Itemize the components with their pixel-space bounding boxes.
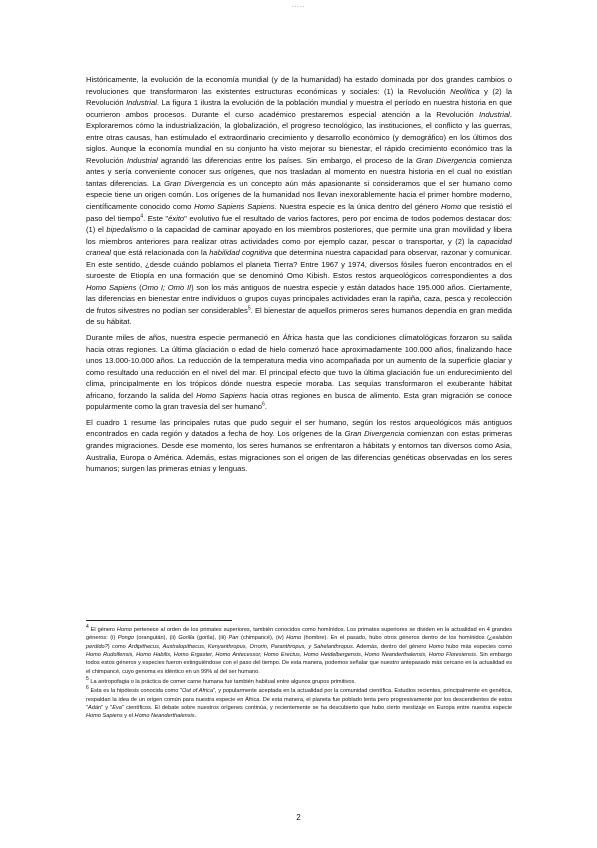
footnote-ref: 4 [140, 213, 144, 220]
text-run: comienzan con estas primeras grandes migraciones. Desde ese momento, los seres humanos se enfrentaron a hábitats y entornos tan diversos como Asia, Australia, Europa o América. Además, estas migraciones son el origen de las diferencias genéticas observadas en los seres humanos; surgen las primeras etnias y lenguas. [86, 429, 512, 474]
footnote-ref: 6 [262, 401, 265, 408]
text-run: El cuadro 1 resume las principales rutas que pudo seguir el ser humano, según los restos arqueológicos más antiguos encontrados en cada región y datados a fecha de hoy. Los orígenes de la [86, 417, 512, 439]
text-run: que está relacionada con la [110, 248, 210, 258]
header-mark: ----- [291, 4, 306, 10]
italic-run: habilidad cognitiva [209, 248, 272, 258]
text-run: Durante miles de años, nuestra especie permaneció en África hasta que las condiciones climatológicas forzaron su salida hacia otras regiones. La última glaciación o edad de hielo comenzó hace aproximadamente 100.000 años, finalizando hace unos 13.000-10.000 años. La reducción de la temperatura media vino acompañada por un aumento de la superficie glaciar y como resultado una reducción en el nivel del mar. El principal efecto que tuvo la última glaciación fue un endurecimiento del clima, principalmente en los trópicos dónde nuestra especie moraba. Las sequías transformaron el exuberante hábitat africano, forzando la salida del [86, 333, 512, 400]
text-run: que determina nuestra capacidad para observar, razonar y comunicar. En este sentido, ¿desde cuándo poblamos el planeta Tierra? Entre 1967 y 1974, diversos fósiles fueron encontrados en el suroeste de Etiopía en una formación que se denominó Omo Kibish. Estos restos arqueológicos correspondientes a dos [86, 248, 512, 281]
text-run: . La figura 1 ilustra la evolución de la población mundial y muestra el período en nuestra historia en que ocurrieron ambos procesos. Durante el curso académico prestaremos especial atención a la Revolución [86, 98, 512, 119]
italic-run: bipedalismo [106, 225, 147, 235]
paragraph [86, 332, 512, 413]
text-run: . Exploraremos cómo la industrialización, la globalización, el progreso tecnológico, las instituciones, el conflicto y las guerras, entre otras causas, han estimulado el extraordinario crecimiento y desarrollo económico (y demográfico) en los últimos dos siglos. Aunque la economía mundial en su conjunto ha visto mejorar su bienestar, el rápido crecimiento económico tras la Revolución [86, 109, 512, 165]
text-run: . Además, dentro del género [352, 643, 429, 650]
italic-run: capacidad craneal [86, 236, 512, 258]
italic-run: Industrial [479, 109, 510, 119]
footnote-ref: 5 [247, 305, 251, 312]
footnote-5 [86, 675, 512, 686]
italic-run: Gran Divergencia [344, 429, 405, 439]
italic-run: Homo Sapiens [86, 713, 123, 720]
text-run: (orangután), (ii) [134, 635, 179, 642]
text-run: o la capacidad de caminar apoyado en los miembros posteriores, que permite una gran movilidad y libera los miembros anteriores para realizar otras actividades como por ejemplo cazar, pescar o transportar, y (2) la [86, 225, 512, 246]
text-run: ( [136, 282, 142, 292]
text-run: comienza antes y sería conveniente conocer sus orígenes, que nos trasladan al momento en nuestra historia en el cual no existían tantas diferencias. La [86, 155, 512, 188]
text-run: El género [88, 627, 117, 633]
text-run: La antropofagia o la práctica de comer carne humana fue también habitual entre algunos grupos primitivos. [88, 678, 356, 685]
text-run: Esta es la hipótesis conocida como " [88, 688, 182, 695]
text-run: . Sin embargo todos estos géneros y especies fueron extinguiéndose con el paso del tiempo. De esta manera, podemos señalar que nuestro antepasado más cercano en la actualidad es el chimpancé, cuyo genoma es idéntico en un 99% al del ser humano. [86, 652, 513, 675]
italic-run: Pongo [117, 635, 135, 642]
italic-run: Homo [116, 627, 132, 633]
italic-run: Homo [441, 202, 462, 212]
text-run: (gorila), (iii) [194, 635, 229, 642]
italic-run: Eva [112, 705, 122, 712]
text-run: es un concepto aún más apasionante si consideramos que el ser humano como especie tiene un origen común. Los orígenes de la humanidad nos llevan inexorablemente hacia el primer hombre moderno, científicamente conocido como [86, 178, 512, 212]
italic-run: Homo [428, 643, 444, 650]
footnote-ref: 4 [86, 624, 89, 631]
text-run: ) como [107, 643, 129, 650]
text-run: (chimpancé), (iv) [238, 635, 287, 642]
text-run: ) son los más antiguos de nuestra especie y están datados hace 195.000 años. Ciertamente, las diferencias en bienestar entre individuos o grupos cuyas principales actividades eran la rapiña, caza, pesca y recolección de frutos silvestres no podían ser considerables [86, 282, 513, 315]
footnote-6 [86, 687, 512, 720]
italic-run: Industrial [126, 155, 158, 165]
italic-run: Homo Sapiens [196, 390, 247, 400]
paragraph [86, 417, 512, 475]
italic-run: Out of Africa [181, 688, 214, 695]
text-run: que resistió el paso del tiempo [86, 202, 512, 223]
text-run: " evolutivo fue el resultado de varios factores, pero por encima de todos podemos destacar dos: (1) el [86, 213, 512, 235]
italic-run: Homo Sapiens Sapiens [194, 202, 275, 212]
main-text [86, 74, 512, 479]
italic-run: Gran Divergencia [164, 178, 225, 188]
text-run: . [194, 713, 197, 720]
italic-run: Omo I; Omo II [141, 282, 192, 292]
italic-run: Ardipithecus, Australopithecus, Kenyanthropus, Orrorin, Paranthropus, y Sahelanthropus [128, 643, 353, 650]
text-run: . Nuestra especie es la única dentro del género [274, 202, 442, 212]
text-run: y el [122, 713, 135, 720]
text-run: . Este " [143, 213, 169, 223]
text-run: . [264, 402, 267, 412]
page-number: 2 [296, 813, 301, 822]
italic-run: Pan [228, 635, 239, 642]
italic-run: Adán [88, 705, 102, 712]
footnote-4 [86, 626, 512, 676]
italic-run: Industrial [126, 98, 157, 108]
footnote-separator [86, 620, 232, 621]
italic-run: Neolítica [450, 86, 480, 96]
text-run: y (2) la Revolución [86, 86, 512, 108]
text-run: " científicos. El debate sobre nuestros orígenes continúa, y recientemente se ha descubierto que hubo cierto mestizaje en Europa entre nuestra especie [121, 705, 512, 712]
text-run: ", y popularmente aceptada en la actualidad por la comunidad científica. Estudios recientes, principalmente en genética, respaldan la idea de un origen común para nuestra especie en África. De esta manera, el planeta fue poblado lenta pero progresivamente por los descendientes de estos " [86, 688, 512, 712]
paragraph [86, 74, 512, 328]
italic-run: Gran Divergencia [416, 155, 477, 165]
italic-run: Homo Rudolfensis, Homo Habilis, Homo Ergaster, Homo Antecessor, Homo Erectus, Homo Heidelbergensis, Homo Neanderthalensis, Homo Floresiensis [86, 652, 476, 659]
text-run: Históricamente, la evolución de la economía mundial (y de la humanidad) ha estado dominada por dos grandes cambios o revoluciones que transformaron las existentes estructuras económicas y sociales: (1) la Revolución [86, 75, 512, 96]
footnote-ref: 5 [86, 675, 89, 682]
text-run: (hombre). En el pasado, hubo otros géneros dentro de los homínidos ( [301, 635, 489, 642]
italic-run: Homo Neanderthalensis [134, 713, 195, 720]
text-run: agrandó las diferencias entre los países. Sin embargo, el proceso de la [157, 155, 416, 165]
text-run: pertenece al orden de los primates superiores, también conocidos como homínidos. Los primates superiores se dividen en la actualidad en 4 grandes géneros: (i) [86, 627, 512, 642]
italic-run: ¿eslabón perdido? [86, 635, 512, 650]
italic-run: éxito [168, 213, 185, 223]
text-run: " y " [101, 705, 113, 712]
italic-run: Gorilla [178, 635, 195, 642]
footnotes [86, 626, 512, 722]
italic-run: Homo Sapiens [86, 282, 137, 292]
text-run: hubo más especies como [443, 643, 513, 650]
italic-run: Homo [286, 635, 302, 642]
text-run: hacia otras regiones en busca de alimento. Esta gran migración se conoce popularmente como la gran travesía del ser humano [86, 390, 512, 412]
text-run: . El bienestar de aquellos primeros seres humanos dependía en gran medida de su hábitat. [86, 305, 512, 327]
footnote-ref: 6 [86, 685, 89, 692]
